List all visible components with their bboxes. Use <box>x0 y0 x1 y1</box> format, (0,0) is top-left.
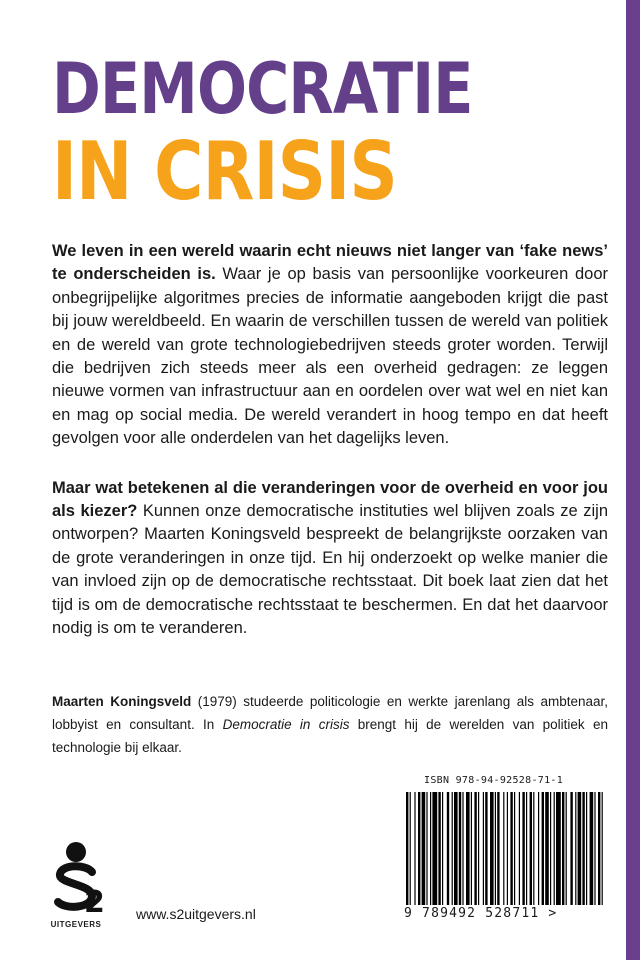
blurb <box>52 240 608 667</box>
barcode-bar <box>594 792 595 905</box>
barcode-bar <box>430 792 431 905</box>
barcode-bar <box>452 792 453 905</box>
barcode-bar <box>542 792 544 905</box>
publisher-logo <box>46 840 106 920</box>
spine-strip <box>626 0 640 960</box>
author-bio <box>52 690 608 759</box>
barcode-bar <box>578 792 582 905</box>
barcode-bar <box>556 792 561 905</box>
barcode-bar <box>519 792 520 905</box>
author-bio-book-title: Democratie in crisis <box>222 717 350 732</box>
title-line-2: IN CRISIS <box>52 125 397 218</box>
blurb-p1-text: Waar je op basis van persoonlijke voorkeuren door onbegrijpelijke algoritmes precies de informatie aangeboden krijgt die past bij jouw wereldbeeld. En waarin de verschillen tussen de wereld van politiek en de wereld van grote technologiebedrijven steeds groter worden. Terwijl die bedrijven zich steeds meer als een overheid gedragen: ze leggen nieuwe vormen van infrastructuur aan en oordelen over wat wel en niet kan en mag op social media. De wereld verandert in hoog tempo en dat heeft gevolgen voor alle onderdelen van het dagelijks leven. <box>52 265 608 448</box>
barcode-bar <box>566 792 567 905</box>
barcode-bar <box>530 792 532 905</box>
barcode-bar <box>418 792 420 905</box>
barcode-bar <box>459 792 461 905</box>
barcode-bar <box>526 792 527 905</box>
barcode-bar <box>570 792 572 905</box>
barcode-bar <box>471 792 472 905</box>
barcode-bar <box>474 792 476 905</box>
barcode-bar <box>432 792 437 905</box>
author-bio-text-2: brengt hij de werelden van politiek en technologie bij elkaar. <box>52 717 609 755</box>
barcode-bar <box>426 792 427 905</box>
publisher-website[interactable]: www.s2uitgevers.nl <box>136 906 256 922</box>
logo-digit: 2 <box>84 885 105 920</box>
barcode-bar <box>414 792 415 905</box>
barcode-bar <box>490 792 494 905</box>
barcode-bar <box>575 792 576 905</box>
barcode-bar <box>485 792 487 905</box>
title-line-1: DEMOCRATIE <box>52 48 473 130</box>
barcode-bar <box>510 792 512 905</box>
barcode-bar <box>590 792 594 905</box>
barcode-bar <box>406 792 408 905</box>
barcode-bar <box>586 792 587 905</box>
barcode-bar <box>538 792 539 905</box>
barcode-bar <box>438 792 440 905</box>
logo-head <box>66 842 86 862</box>
blurb-p2-text: Kunnen onze democratische instituties wel blijven zoals ze zijn ontworpen? Maarten Koningsveld bespreekt de belangrijkste oorzaken van de grote veranderingen in onze tijd. En hij onderzoekt op welke manier die van invloed zijn op de democratische rechtsstaat. Dit boek laat zien dat het tijd is om de democratische rechtsstaat te beschermen. En dat het daarvoor nodig is om te veranderen. <box>52 502 608 638</box>
blurb-paragraph-2 <box>52 477 608 641</box>
barcode-bar <box>554 792 555 905</box>
barcode-bar <box>495 792 496 905</box>
barcode-bar <box>442 792 443 905</box>
barcode-bar <box>447 792 449 905</box>
barcode-bar <box>533 792 534 905</box>
barcode-bar <box>550 792 551 905</box>
barcode-bar <box>514 792 515 905</box>
book-title <box>52 50 592 216</box>
barcode-bar <box>582 792 584 905</box>
barcode-bar <box>466 792 470 905</box>
blurb-p1-lead: We leven in een wereld waarin echt nieuws niet langer van ‘fake news’ te onderscheiden is. <box>52 242 608 284</box>
barcode <box>404 792 604 905</box>
author-bio-text-1: (1979) studeerde politicologie en werkte jarenlang als ambtenaar, lobbyist en consultant. In <box>52 694 608 732</box>
isbn-label: ISBN 978-94-92528-71-1 <box>424 775 564 786</box>
barcode-bar <box>602 792 603 905</box>
barcode-bar <box>422 792 426 905</box>
barcode-bar <box>562 792 564 905</box>
barcode-bar <box>522 792 524 905</box>
barcode-bar <box>497 792 499 905</box>
blurb-paragraph-1 <box>52 240 608 451</box>
author-name: Maarten Koningsveld <box>52 694 192 709</box>
barcode-bar <box>478 792 479 905</box>
barcode-bar <box>545 792 549 905</box>
publisher-logo-text: UITGEVERS <box>50 920 102 929</box>
blurb-p2-lead: Maar wat betekenen al die veranderingen voor de overheid en voor jou als kiezer? <box>52 478 608 521</box>
barcode-bar <box>503 792 504 905</box>
barcode-bar <box>462 792 463 905</box>
barcode-bar <box>507 792 508 905</box>
barcode-bar <box>483 792 484 905</box>
barcode-bar <box>598 792 600 905</box>
barcode-bar <box>454 792 458 905</box>
ean-digits: 9 789492 528711 > <box>404 906 558 921</box>
barcode-bar <box>410 792 411 905</box>
